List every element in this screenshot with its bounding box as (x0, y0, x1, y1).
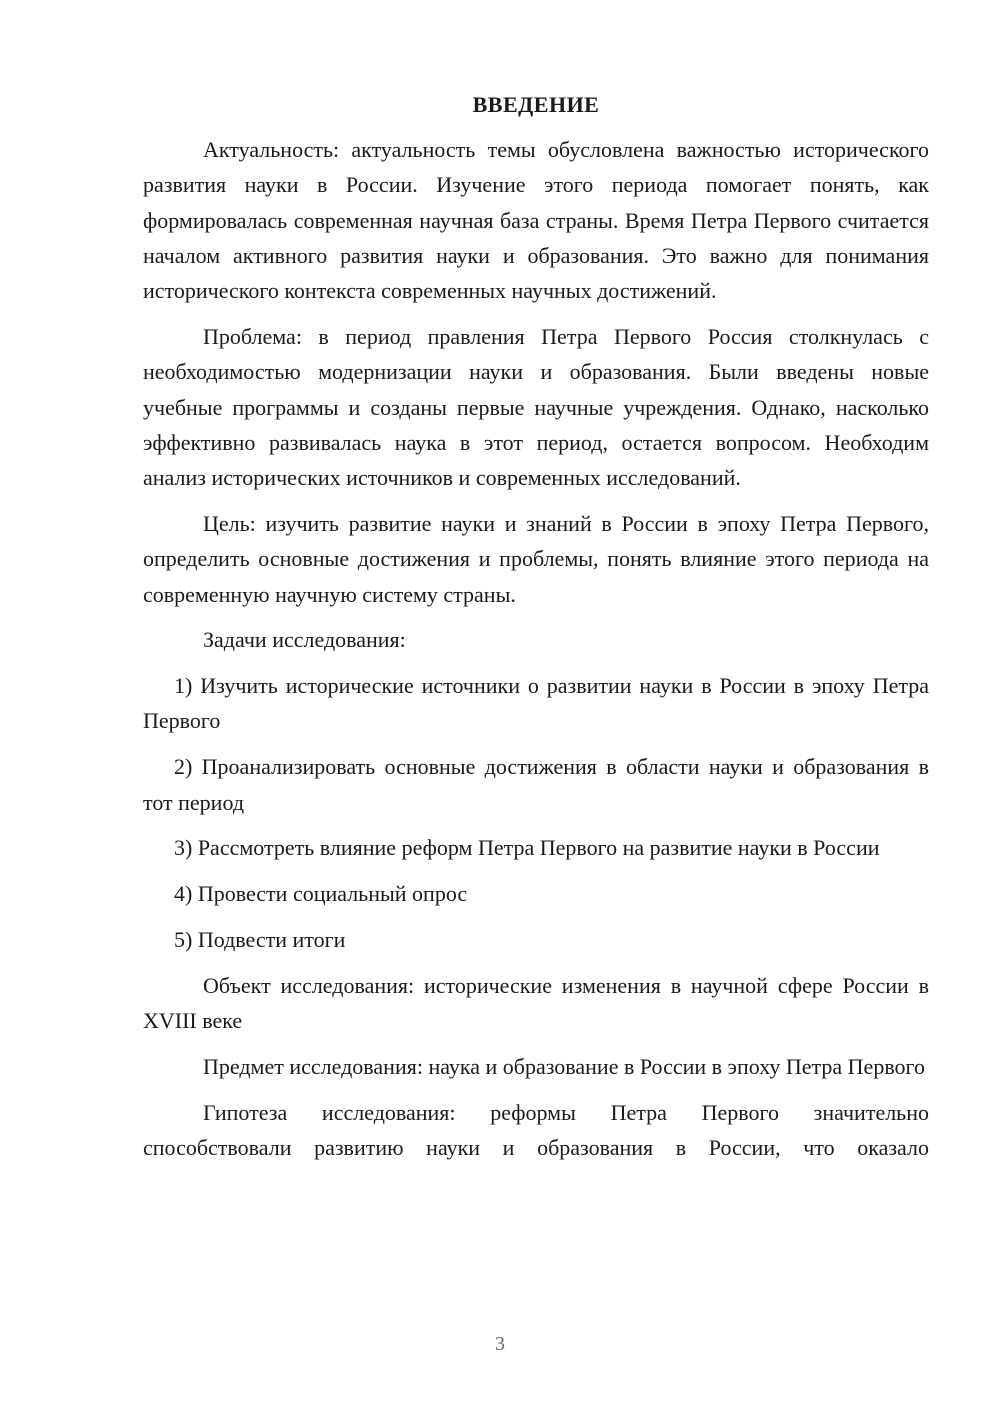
page-number: 3 (495, 1333, 505, 1355)
document-page (143, 90, 929, 1176)
paragraph-goal: Цель: изучить развитие науки и знаний в России в эпоху Петра Первого, определить основные достижения и проблемы, понять влияние этого периода на современную научную систему страны. (143, 510, 929, 607)
task-item-4: 4) Провести социальный опрос (174, 881, 468, 907)
paragraph-problem: Проблема: в период правления Петра Первого Россия столкнулась с необходимостью модернизации науки и образования. Были введены новые учебные программы и созданы первые научные учреждения. Однако, насколько эффективно развивалась наука в этот период, остается вопросом. Необходим анализ исторических источников и современных исследований. (143, 323, 929, 491)
paragraph-relevance: Актуальность: актуальность темы обусловлена важностью исторического развития науки в России. Изучение этого периода помогает понять, как формировалась современная научная база страны. Время Петра Первого считается началом активного развития науки и образования. Это важно для понимания исторического контекста современных научных достижений. (143, 137, 929, 304)
paragraph-subject: Предмет исследования: наука и образование в России в эпоху Петра Первого (203, 1053, 926, 1079)
task-item-3: 3) Рассмотреть влияние реформ Петра Первого на развитие науки в России (174, 835, 880, 861)
section-title: ВВЕДЕНИЕ (472, 92, 600, 117)
paragraph-hypothesis: Гипотеза исследования: реформы Петра Первого значительно способствовали развитию науки и образования в России, что оказало (143, 1099, 929, 1160)
task-item-5: 5) Подвести итоги (174, 926, 346, 952)
task-item-2: 2) Проанализировать основные достижения в области науки и образования в тот период (143, 754, 929, 815)
task-item-1: 1) Изучить исторические источники о развитии науки в России в эпоху Петра Первого (143, 673, 929, 734)
paragraph-tasks-heading: Задачи исследования: (203, 627, 406, 653)
paragraph-object: Объект исследования: исторические изменения в научной сфере России в XVIII веке (143, 972, 929, 1034)
